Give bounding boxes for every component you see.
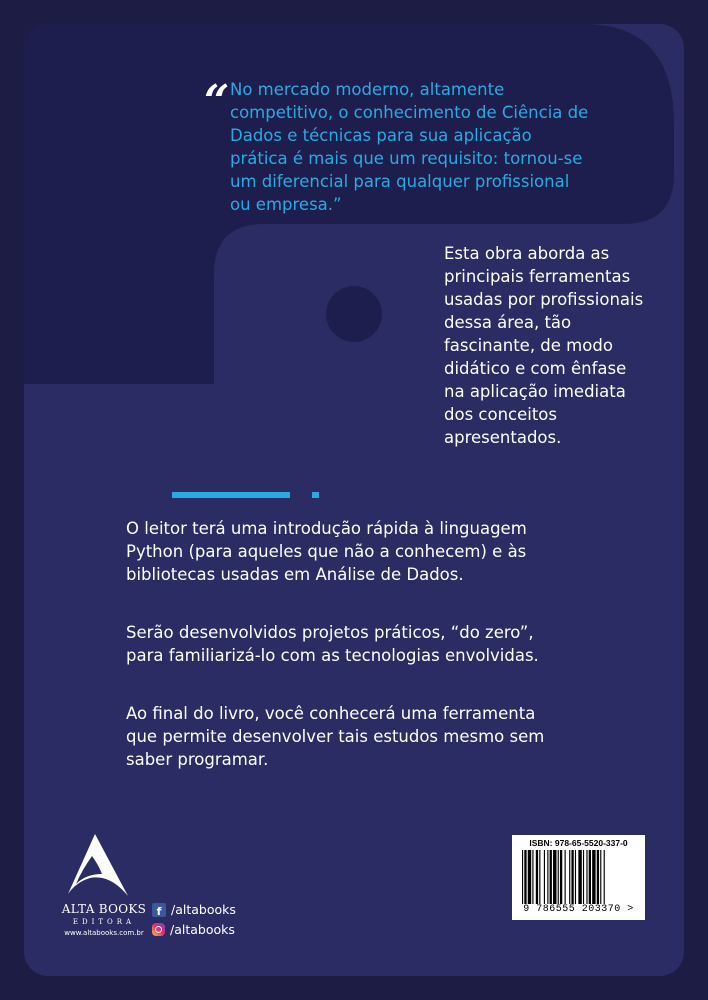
barcode-bar <box>558 850 559 904</box>
barcode-bar <box>604 850 605 904</box>
isbn-label: ISBN: 978-65-5520-337-0 <box>529 838 628 848</box>
pull-quote: No mercado moderno, altamente competitivo, o conhecimento de Ciência de Dados e técnicas para sua aplicação prática é mais que um requisito: tornou-se um diferencial para qualquer profissional ou empresa.” <box>230 80 589 214</box>
barcode-bar <box>547 850 548 904</box>
barcode-bar <box>589 850 591 904</box>
publisher-subtitle: EDITORA <box>72 918 136 926</box>
barcode-bar <box>553 850 556 904</box>
barcode-bar <box>565 850 566 904</box>
barcode-bar <box>524 850 526 904</box>
quote-mark: “ <box>204 76 230 127</box>
barcode-bar <box>569 850 570 904</box>
body-paragraph-2: Serão desenvolvidos projetos práticos, “do zero”, para familiarizá-lo com as tecnologias envolvidas. <box>126 623 539 665</box>
barcode-bar <box>597 850 599 904</box>
barcode-bar <box>536 850 538 904</box>
publisher-url[interactable]: www.altabooks.com.br <box>64 929 144 937</box>
body-paragraph-1: O leitor terá uma introdução rápida à linguagem Python (para aqueles que não a conhecem) e às bibliotecas usadas em Análise de Dados. <box>126 519 527 584</box>
social-instagram[interactable] <box>152 922 235 937</box>
barcode-bar <box>539 850 540 904</box>
barcode-bar <box>578 850 581 904</box>
instagram-handle[interactable]: /altabooks <box>170 922 235 937</box>
barcode-box <box>512 835 645 920</box>
barcode-bars <box>522 850 635 904</box>
aside-paragraph: Esta obra aborda as principais ferramentas usadas por profissionais dessa área, tão fascinante, de modo didático e com ênfase na aplicação imediata dos conceitos apresentados. <box>444 244 644 447</box>
barcode-bar <box>571 850 573 904</box>
barcode-bar <box>522 850 523 904</box>
accent-bar-dot <box>312 492 319 498</box>
facebook-icon: f <box>152 903 166 917</box>
instagram-icon <box>152 923 165 936</box>
social-facebook[interactable] <box>152 902 236 917</box>
barcode-bar <box>575 850 576 904</box>
accent-bar-long <box>172 492 290 498</box>
barcode-bar <box>544 850 545 904</box>
facebook-handle[interactable]: /altabooks <box>171 902 236 917</box>
barcode-bar <box>592 850 595 904</box>
barcode-bar <box>586 850 587 904</box>
barcode-bar <box>600 850 601 904</box>
barcode-bar <box>550 850 552 904</box>
barcode-bar <box>583 850 584 904</box>
barcode-bar <box>560 850 562 904</box>
publisher-name: ALTA BOOKS <box>61 902 147 916</box>
barcode-bar <box>528 850 531 904</box>
barcode-bar <box>532 850 533 904</box>
body-paragraph-3: Ao final do livro, você conhecerá uma ferramenta que permite desenvolver tais estudos mesmo sem saber programar. <box>126 704 545 769</box>
alta-books-logo <box>62 834 128 896</box>
ean-digits: 9 786555 203370 > <box>523 904 634 915</box>
